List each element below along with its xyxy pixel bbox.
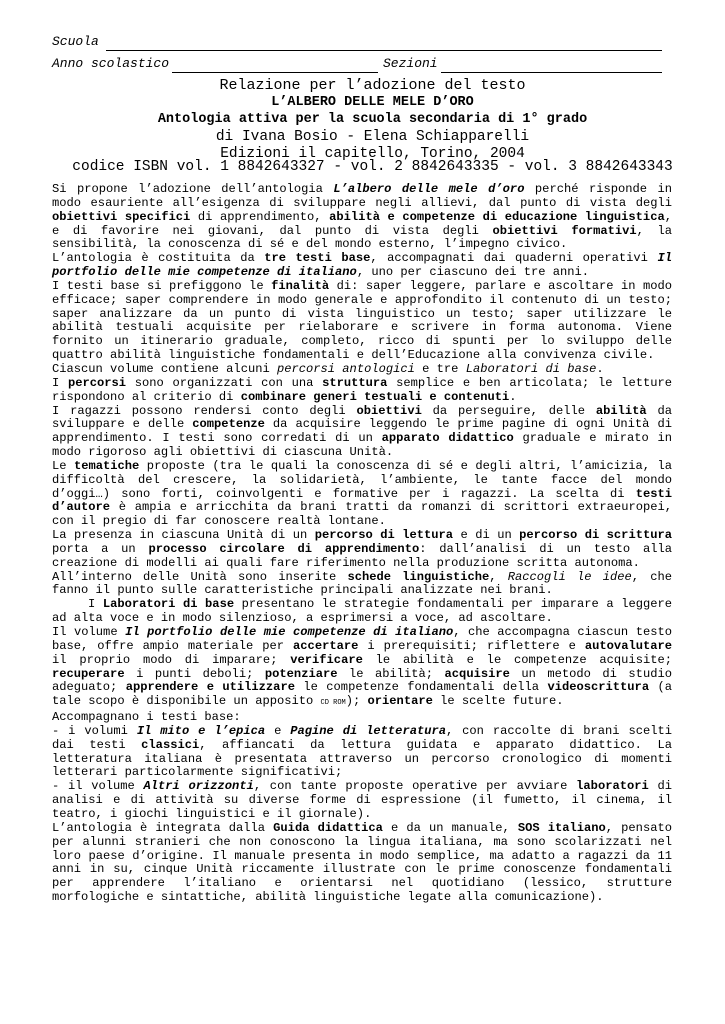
publisher: Edizioni il capitello, Torino, 2004 bbox=[220, 146, 525, 162]
paragraph-volumes: Ciascun volume contiene alcuni percorsi antologici e tre Laboratori di base. bbox=[52, 361, 604, 376]
paragraph-labs: I Laboratori di base presentano le strategie fondamentali per imparare a leggere ad alta voce e in modo silenzioso, a esprimersi a voce, ad ascoltare. bbox=[52, 597, 673, 626]
school-label: Scuola bbox=[52, 34, 99, 49]
paragraph-paths: I percorsi sono organizzati con una struttura semplice e ben articolata; le letture rispondono al criterio di combinare generi testuali e contenuti. bbox=[52, 375, 672, 404]
year-field-line[interactable] bbox=[172, 72, 378, 73]
paragraph-accompanying: Accompagnano i testi base: bbox=[52, 710, 241, 725]
school-field-line[interactable] bbox=[106, 50, 662, 51]
paragraph-other-horizons: - il volume Altri orizzonti, con tante proposte operative per avviare laboratori di analisi e di attività su diverse forme di espressione (il fumetto, il cinema, il teatro, i giochi linguistici e il giornale). bbox=[52, 779, 672, 821]
paragraph-myth-epic: - i volumi Il mito e l’epica e Pagine di letteratura, con raccolte di brani scelti dai testi classici, affiancati da lettura guidata e apparato didattico. La letteratura italiana è presentata attraverso un percorso cronologico di momenti letterari particolarmente significativi; bbox=[52, 723, 673, 780]
paragraph-intro: Si propone l’adozione dell’antologia L’albero delle mele d’oro perché risponde in modo esauriente all’esigenza di sviluppare negli allievi, dal punto di vista degli obiettivi specifici di apprendimento, abilità e competenze di educazione linguistica, e di favorire nei giovani, dal punto di vista degli obiettivi formativi, la sensibilità, la conoscenza di sé e del mondo esterno, l’impegno civico. bbox=[52, 182, 672, 252]
book-subtitle: Antologia attiva per la scuola secondaria di 1° grado bbox=[157, 112, 588, 127]
isbn-codes: codice ISBN vol. 1 8842643327 - vol. 2 8842643335 - vol. 3 8842643343 bbox=[72, 159, 673, 175]
sections-field-line[interactable] bbox=[441, 72, 662, 73]
book-title: L’ALBERO DELLE MELE D’ORO bbox=[271, 95, 474, 110]
paragraph-themes: Le tematiche proposte (tra le quali la conoscenza di sé e degli altri, l’amicizia, la difficoltà del crescere, la solidarietà, l’ambiente, le tante facce del mondo d’oggi…) sono forti, coinvolgenti e formative per i ragazzi. La scelta di testi d’autore è ampia e arricchita da brani tratti da romanzi di scrittori extraeuropei, con il pregio di far conoscere realtà lontane. bbox=[52, 458, 672, 529]
paragraph-goals: I testi base si prefiggono le finalità di: saper leggere, parlare e ascoltare in modo efficace; saper comprendere in modo generale e approfondito il contenuto di un testo; saper analizzare da un punto di vista linguistico un testo; saper utilizzare le abilità testuali acquisite per rielaborare e scrivere in forma autonoma. Viene fornito un itinerario graduale, completo, ricco di spunti per lo sviluppo delle quattro abilità linguistiche fondamentali e dell’Educazione alla convivenza civile. bbox=[52, 278, 672, 363]
paragraph-objectives: I ragazzi possono rendersi conto degli obiettivi da perseguire, delle abilità da sviluppare e delle competenze da acquisire leggendo le prime pagine di ogni Unità di apprendimento. I testi sono corredati di un apparato didattico graduale e mirato in modo rigoroso agli obiettivi di ciascuna Unità. bbox=[52, 403, 672, 460]
sections-label: Sezioni bbox=[383, 56, 438, 71]
paragraph-guide-sos: L’antologia è integrata dalla Guida didattica e da un manuale, SOS italiano, pensato per alunni stranieri che non conoscono la lingua italiana, ma sono scolarizzati nel loro paese d’origine. Il manuale presenta in modo semplice, ma adatto a ragazzi da 11 anni in su, cinque Unità riccamente illustrate con le prime conoscenze fondamentali per apprendere l’italiano e orientarsi nel quotidiano (lessico, strutture morfologiche e sintattiche, abilità linguistiche legate alla comunicazione). bbox=[52, 820, 672, 905]
report-heading: Relazione per l’adozione del testo bbox=[219, 77, 526, 94]
report-body bbox=[52, 183, 672, 905]
paragraph-structure: L’antologia è costituita da tre testi base, accompagnati dai quaderni operativi Il portfolio delle mie competenze di italiano, uno per ciascuno dei tre anni. bbox=[52, 251, 672, 280]
paragraph-portfolio: Il volume Il portfolio delle mie competenze di italiano, che accompagna ciascun testo base, offre ampio materiale per accertare i prerequisiti; riflettere e autovalutare il proprio modo di imparare; verificare le abilità e le competenze acquisite; recuperare i punti deboli; potenziare le abilità; acquisire un metodo di studio adeguato; apprendere e utilizzare le competenze fondamentali della videoscrittura (a tale scopo è disponibile un apposito CD ROM); orientare le scelte future. bbox=[52, 625, 672, 709]
paragraph-language-sheets: All’interno delle Unità sono inserite schede linguistiche, Raccogli le idee, che fanno il punto sulle caratteristiche principali analizzate nei brani. bbox=[52, 569, 672, 598]
paragraph-reading-writing: La presenza in ciascuna Unità di un percorso di lettura e di un percorso di scrittura porta a un processo circolare di apprendimento: dall’analisi di un testo alla creazione di modelli ai quali fare riferimento nella produzione scritta autonoma. bbox=[52, 528, 672, 570]
authors: di Ivana Bosio - Elena Schiapparelli bbox=[215, 129, 530, 145]
year-label: Anno scolastico bbox=[52, 56, 170, 71]
